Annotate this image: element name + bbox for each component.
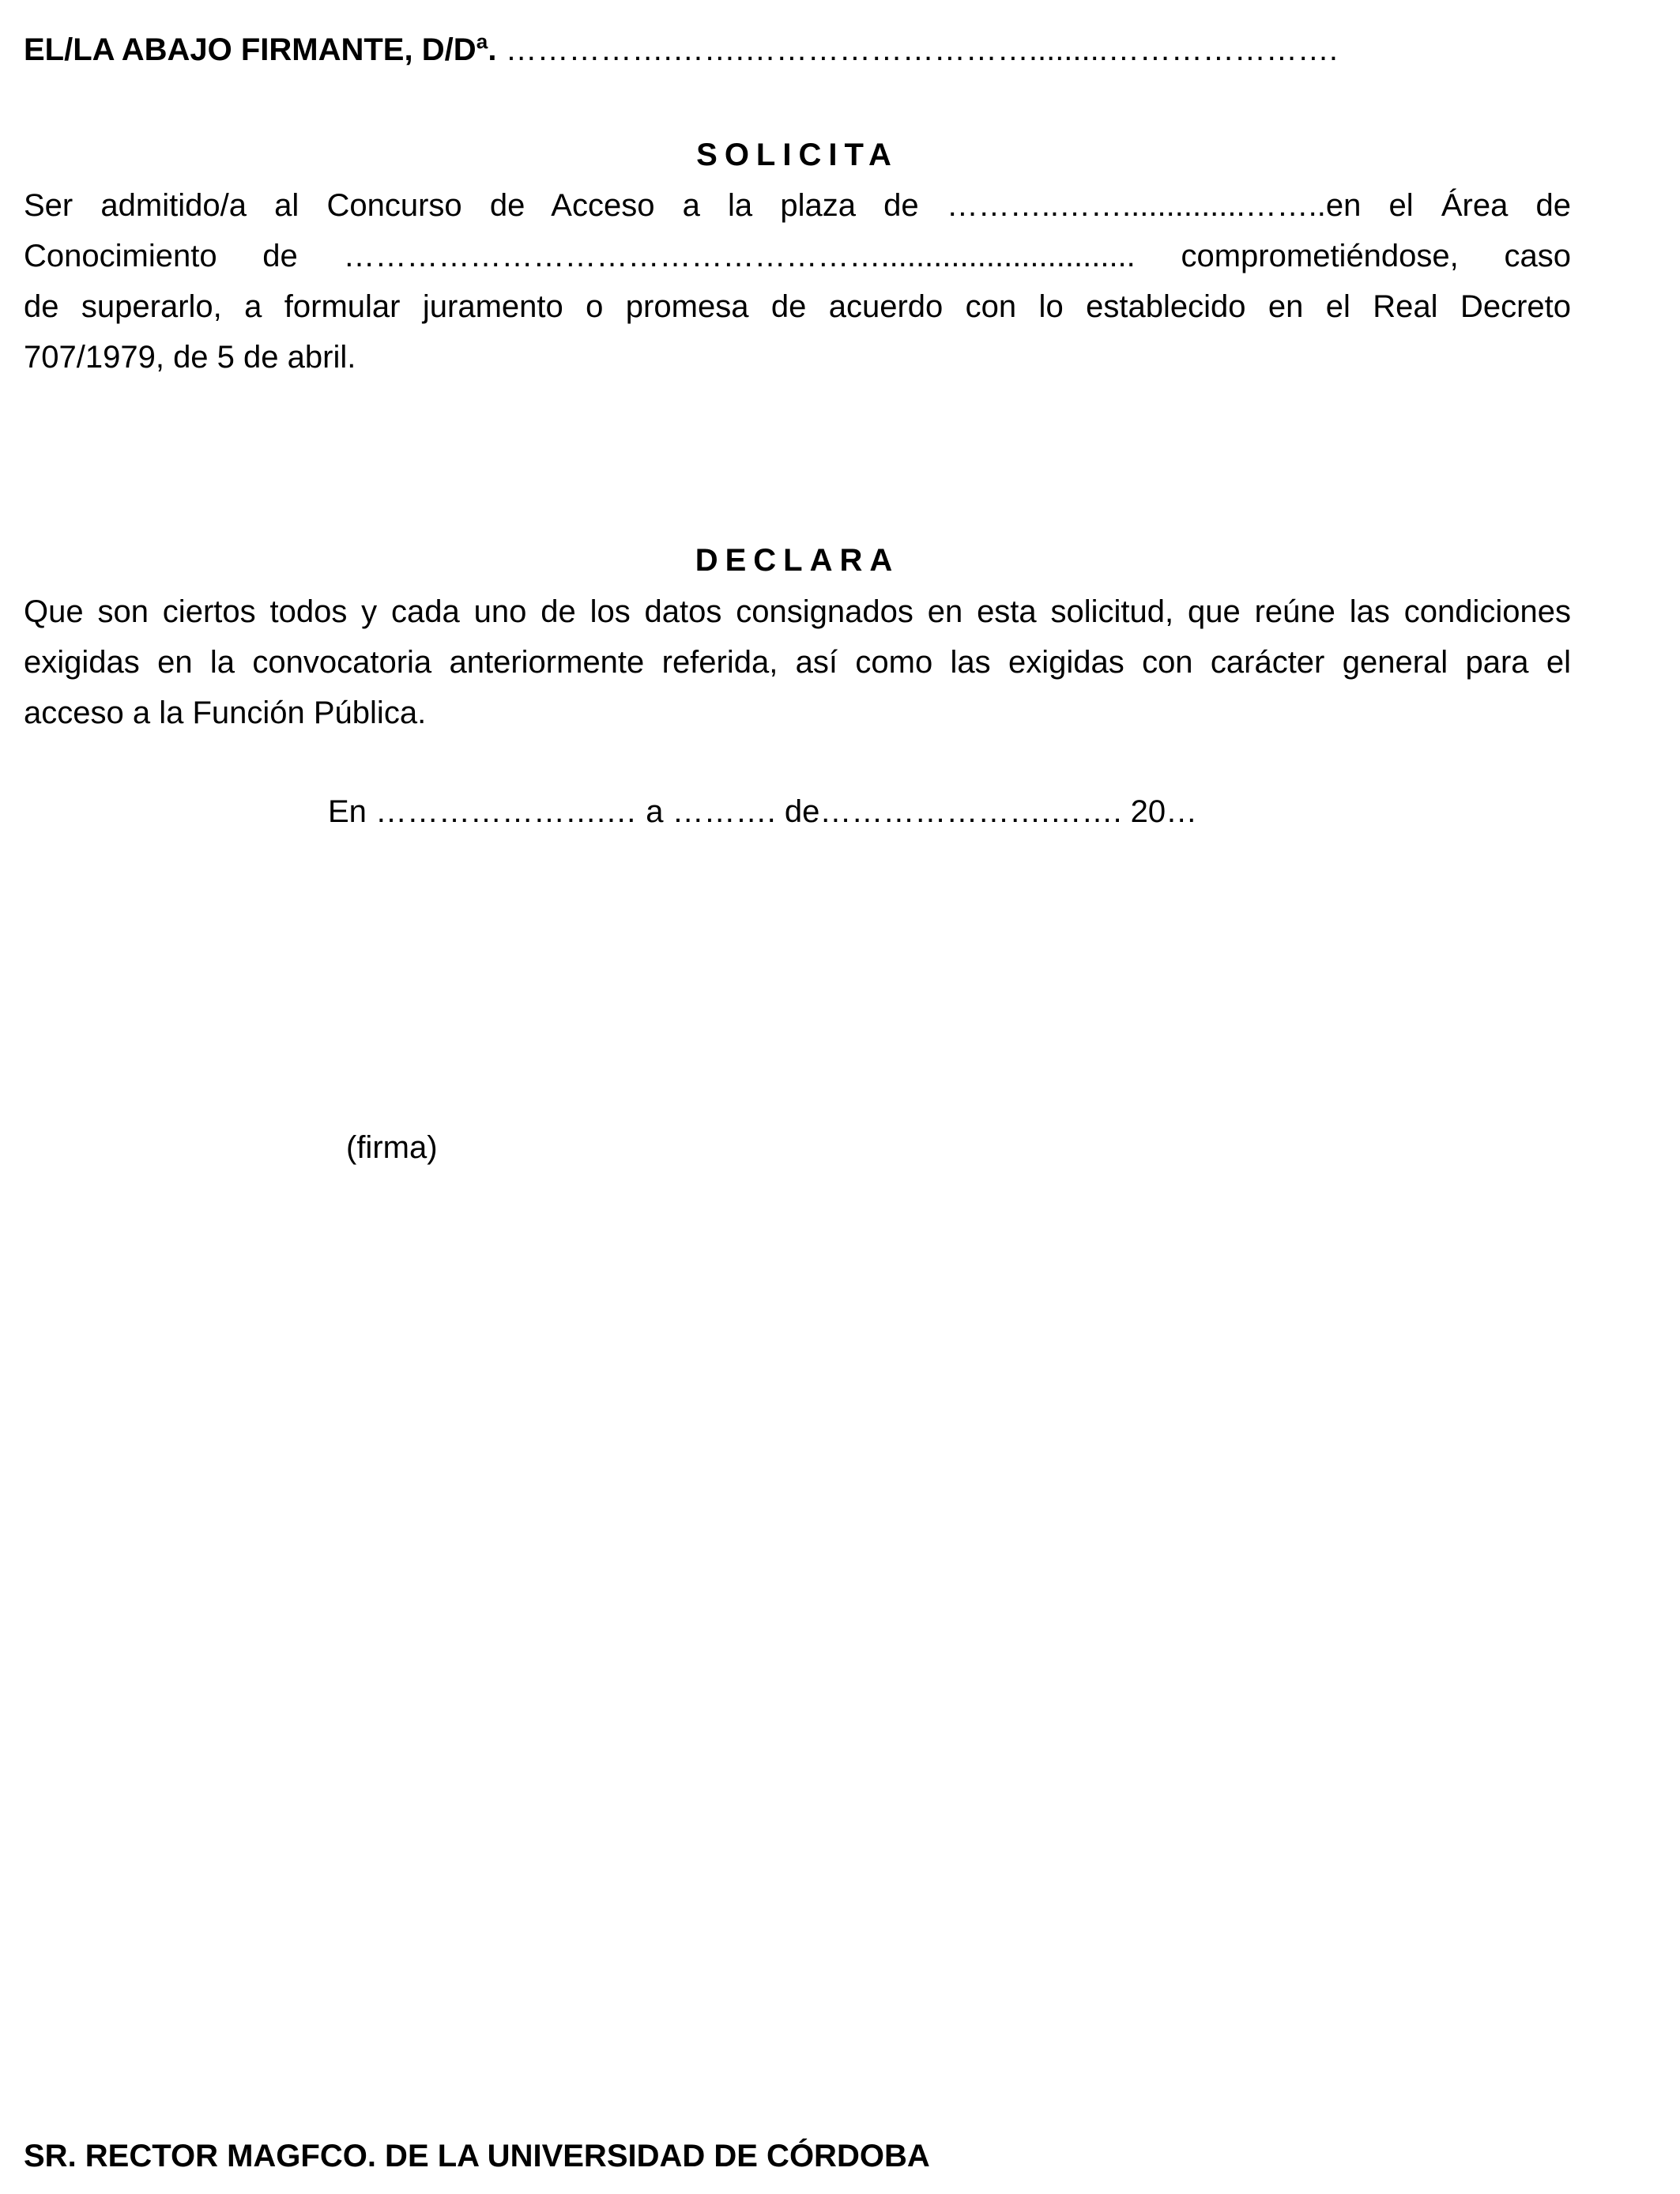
declara-line: Que son ciertos todos y cada uno de los datos consignados en esta solicitud, que reúne las condiciones — [24, 594, 1571, 629]
solicita-line: 707/1979, de 5 de abril. — [24, 340, 356, 375]
solicita-line: Ser admitido/a al Concurso de Acceso a la plaza de ………..……..............……..en el Área de — [24, 188, 1571, 223]
signatory-line — [24, 25, 1338, 74]
solicita-line: Conocimiento de ……………………………………………............................. comprometiéndose, caso — [24, 239, 1571, 273]
addressee-line: SR. RECTOR MAGFCO. DE LA UNIVERSIDAD DE CÓRDOBA — [24, 2139, 930, 2173]
declara-line: acceso a la Función Pública. — [24, 696, 427, 730]
declara-heading: DECLARA — [695, 543, 900, 578]
declara-paragraph — [24, 586, 1571, 738]
place-date-line: En ………………….… a ………. de………………….……. 20… — [328, 794, 1198, 829]
signature-label: (firma) — [346, 1130, 438, 1165]
signatory-name-blank: …………….…….……………………….........…………………. — [505, 32, 1338, 67]
solicita-paragraph — [24, 180, 1571, 383]
solicita-line: de superarlo, a formular juramento o promesa de acuerdo con lo establecido en el Real Decreto — [24, 289, 1571, 324]
solicita-heading: SOLICITA — [696, 138, 898, 172]
signatory-label: EL/LA ABAJO FIRMANTE, D/Dª. — [24, 32, 497, 67]
declara-line: exigidas en la convocatoria anteriormente referida, así como las exigidas con carácter general para el — [24, 645, 1571, 680]
